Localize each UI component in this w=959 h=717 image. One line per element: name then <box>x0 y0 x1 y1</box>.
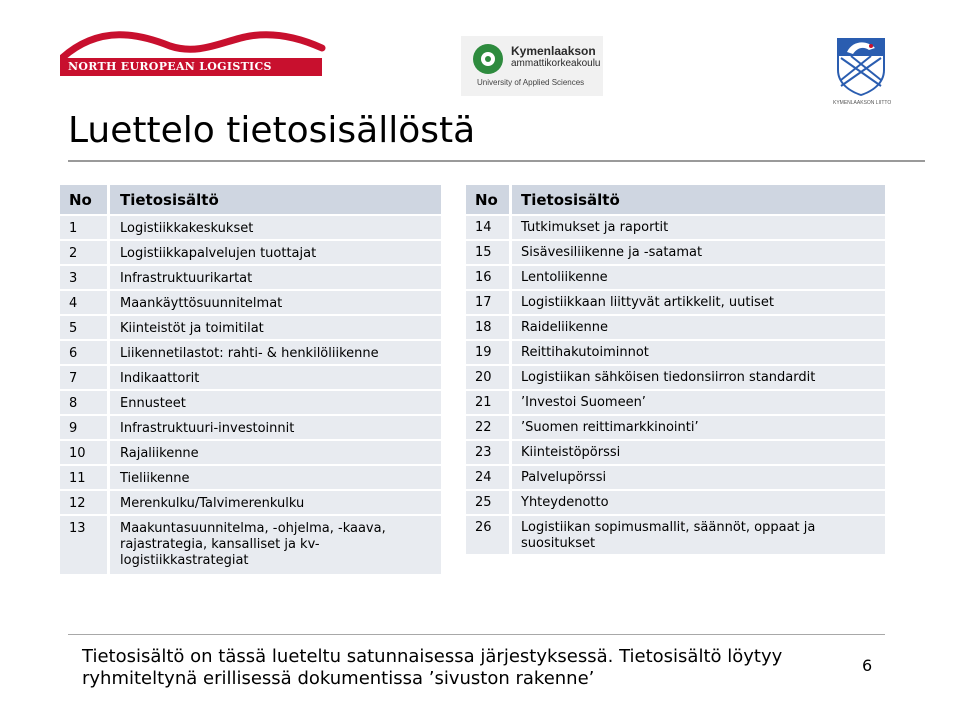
table-row <box>466 416 885 441</box>
row-text: Indikaattorit <box>110 366 441 391</box>
table-row <box>60 341 441 366</box>
kymenlaakson-liitto-crest <box>833 34 892 106</box>
row-number: 13 <box>60 516 110 576</box>
table-row <box>60 491 441 516</box>
kyam-emblem-icon <box>471 42 505 76</box>
row-number: 26 <box>466 516 512 556</box>
table-row <box>466 516 885 556</box>
table-row <box>466 216 885 241</box>
row-number: 2 <box>60 241 110 266</box>
table-row <box>60 241 441 266</box>
row-text: Merenkulku/Talvimerenkulku <box>110 491 441 516</box>
row-number: 4 <box>60 291 110 316</box>
row-number: 17 <box>466 291 512 316</box>
row-number: 22 <box>466 416 512 441</box>
row-text: Kiinteistöpörssi <box>512 441 885 466</box>
row-text: Infrastruktuurikartat <box>110 266 441 291</box>
row-number: 19 <box>466 341 512 366</box>
table-row <box>466 466 885 491</box>
crest-icon <box>833 34 889 98</box>
table-row <box>60 216 441 241</box>
kyam-name: Kymenlaakson <box>511 44 596 58</box>
table-row <box>466 441 885 466</box>
row-text: ’Investoi Suomeen’ <box>512 391 885 416</box>
header-no: No <box>466 185 512 216</box>
row-text: Palvelupörssi <box>512 466 885 491</box>
header-content: Tietosisältö <box>512 185 885 216</box>
page-number: 6 <box>862 656 873 675</box>
row-text: Liikennetilastot: rahti- & henkilöliikenne <box>110 341 441 366</box>
nel-logo-text: NORTH EUROPEAN LOGISTICS INSTITUTE <box>60 58 322 76</box>
kyam-subtitle: ammattikorkeakoulu <box>511 58 601 69</box>
row-number: 10 <box>60 441 110 466</box>
table-row <box>60 416 441 441</box>
row-number: 15 <box>466 241 512 266</box>
table-row <box>60 516 441 576</box>
row-number: 16 <box>466 266 512 291</box>
table-row <box>60 266 441 291</box>
row-number: 6 <box>60 341 110 366</box>
row-number: 5 <box>60 316 110 341</box>
row-number: 8 <box>60 391 110 416</box>
row-text: Kiinteistöt ja toimitilat <box>110 316 441 341</box>
table-row <box>466 341 885 366</box>
table-row <box>466 366 885 391</box>
table-row <box>60 291 441 316</box>
title-divider <box>68 160 925 162</box>
table-row <box>60 366 441 391</box>
header-content: Tietosisältö <box>110 185 441 216</box>
row-text: Logistiikkakeskukset <box>110 216 441 241</box>
footer-note: Tietosisältö on tässä lueteltu satunnaisessa järjestyksessä. Tietosisältö löytyy ryhmiteltynä erillisessä dokumentissa ’sivuston rakenne’ <box>82 646 783 689</box>
row-text: Rajaliikenne <box>110 441 441 466</box>
table-row <box>60 316 441 341</box>
row-text: Ennusteet <box>110 391 441 416</box>
kyam-english-name: University of Applied Sciences <box>477 78 585 87</box>
row-text: Logistiikkaan liittyvät artikkelit, uutiset <box>512 291 885 316</box>
nel-swoosh-icon <box>60 30 328 60</box>
row-number: 7 <box>60 366 110 391</box>
table-row <box>466 491 885 516</box>
row-text: Tieliikenne <box>110 466 441 491</box>
table-row <box>466 391 885 416</box>
row-text: Reittihakutoiminnot <box>512 341 885 366</box>
table-row <box>60 441 441 466</box>
content-table-left <box>60 185 441 576</box>
content-table-right <box>466 185 885 556</box>
row-number: 11 <box>60 466 110 491</box>
row-text: Lentoliikenne <box>512 266 885 291</box>
row-number: 3 <box>60 266 110 291</box>
table-header-row <box>466 185 885 216</box>
row-text: Tutkimukset ja raportit <box>512 216 885 241</box>
footer-divider <box>68 634 885 635</box>
crest-caption: KYMENLAAKSON LIITTO <box>833 100 892 106</box>
table-header-row <box>60 185 441 216</box>
row-number: 18 <box>466 316 512 341</box>
table-row <box>466 291 885 316</box>
row-number: 24 <box>466 466 512 491</box>
row-text: Logistiikan sopimusmallit, säännöt, oppaat ja suositukset <box>512 516 885 556</box>
north-european-logistics-institute-logo <box>60 30 328 91</box>
table-row <box>466 241 885 266</box>
row-number: 14 <box>466 216 512 241</box>
row-number: 23 <box>466 441 512 466</box>
row-text: Yhteydenotto <box>512 491 885 516</box>
table-row <box>60 391 441 416</box>
row-text: Infrastruktuuri-investoinnit <box>110 416 441 441</box>
row-text: Maankäyttösuunnitelmat <box>110 291 441 316</box>
row-number: 21 <box>466 391 512 416</box>
row-text: Raideliikenne <box>512 316 885 341</box>
table-row <box>60 466 441 491</box>
header-no: No <box>60 185 110 216</box>
row-text: ’Suomen reittimarkkinointi’ <box>512 416 885 441</box>
row-text: Logistiikan sähköisen tiedonsiirron standardit <box>512 366 885 391</box>
row-number: 20 <box>466 366 512 391</box>
table-row <box>466 316 885 341</box>
row-number: 25 <box>466 491 512 516</box>
row-number: 12 <box>60 491 110 516</box>
kymenlaakson-ammattikorkeakoulu-logo <box>461 36 603 96</box>
row-text: Logistiikkapalvelujen tuottajat <box>110 241 441 266</box>
page-title: Luettelo tietosisällöstä <box>68 110 476 151</box>
row-text: Sisävesiliikenne ja -satamat <box>512 241 885 266</box>
row-number: 9 <box>60 416 110 441</box>
row-text: Maakuntasuunnitelma, -ohjelma, -kaava, rajastrategia, kansalliset ja kv-logistiikkastrategiat <box>110 516 441 576</box>
row-number: 1 <box>60 216 110 241</box>
table-row <box>466 266 885 291</box>
